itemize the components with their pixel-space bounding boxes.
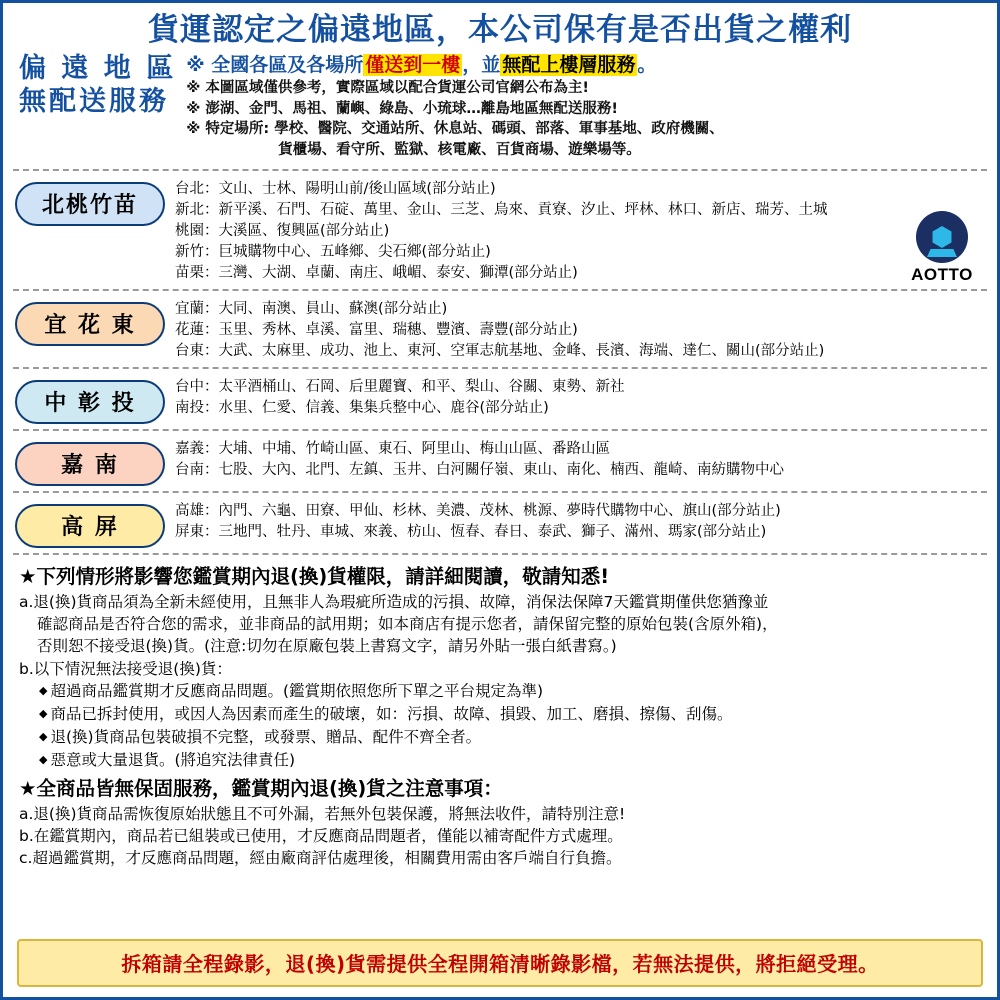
delivery-note-mid: ，並 [462, 53, 501, 76]
region-pill-east: 宜 花 東 [15, 302, 165, 346]
region-line: 台中：太平酒桶山、石岡、后里麗寶、和平、梨山、谷關、東勢、新社 [175, 378, 625, 395]
brand-logo [905, 211, 979, 285]
divider [13, 289, 987, 291]
terms-b-line: b.以下情況無法接受退(換)貨： [19, 659, 232, 678]
region-row [13, 435, 987, 487]
footer-warning-banner: 拆箱請全程錄影，退(換)貨需提供全程開箱清晰錄影檔，若無法提供，將拒絕受理。 [17, 939, 983, 987]
region-pill-south: 高 屏 [15, 504, 165, 548]
region-row [13, 295, 987, 363]
terms-heading-2: ★全商品皆無保固服務，鑑賞期內退(換)貨之注意事項： [19, 776, 503, 800]
region-body [175, 296, 985, 362]
divider [13, 491, 987, 493]
region-pill-central: 中 彰 投 [15, 380, 165, 424]
header-notes [186, 51, 983, 161]
terms-heading-1: ★下列情形將影響您鑑賞期內退(換)貨權限，請詳細閱讀，敬請知悉! [19, 564, 610, 588]
region-pill-chiayi-tainan: 嘉 南 [15, 442, 165, 486]
region-line: 新竹：巨城購物中心、五峰鄉、尖石鄉(部分站止) [175, 243, 491, 260]
divider [13, 367, 987, 369]
logo-mark-icon [916, 211, 968, 263]
remote-area-label-line2: 無配送服務 [19, 85, 169, 117]
region-line: 高雄：內門、六龜、田寮、甲仙、杉林、美濃、茂林、桃源、夢時代購物中心、旗山(部分站止) [175, 502, 781, 519]
region-line: 台北：文山、士林、陽明山前/後山區域(部分站止) [175, 180, 496, 197]
header-note-2: ※ 澎湖、金門、馬祖、蘭嶼、綠島、小琉球…離島地區無配送服務! [186, 100, 618, 117]
delivery-note-highlight-2: 無配上樓層服務 [502, 53, 636, 76]
divider [13, 169, 987, 171]
region-line: 台南：七股、大內、北門、左鎮、玉井、白河關仔嶺、東山、南化、楠西、龍崎、南紡購物中心 [175, 461, 784, 478]
header-note-3: ※ 特定場所: 學校、醫院、交通站所、休息站、碼頭、部落、軍事基地、政府機關、 [186, 121, 724, 138]
region-row [13, 373, 987, 425]
region-line: 南投：水里、仁愛、信義、集集兵整中心、鹿谷(部分站止) [175, 399, 549, 416]
header-note-1: ※ 本圖區域僅供參考，實際區域以配合貨運公司官網公布為主! [186, 80, 589, 97]
region-pill-north: 北桃竹苗 [15, 182, 165, 226]
terms-bullet: ◆ 惡意或大量退貨。(將追究法律責任) [19, 749, 983, 772]
region-line: 屏東：三地門、牡丹、車城、來義、枋山、恆春、春日、泰武、獅子、滿州、瑪家(部分站止) [175, 523, 767, 540]
remote-area-label-line1: 偏 遠 地 區 [19, 52, 177, 84]
region-line: 嘉義：大埔、中埔、竹崎山區、東石、阿里山、梅山山區、番路山區 [175, 440, 610, 457]
region-line: 花蓮：玉里、秀林、卓溪、富里、瑞穗、豐濱、壽豐(部分站止) [175, 321, 578, 338]
delivery-note-highlight-1: 僅送到一樓 [365, 53, 461, 76]
region-line: 台東：大武、太麻里、成功、池上、東河、空軍志航基地、金峰、長濱、海端、達仁、關山(部分站止) [175, 342, 825, 359]
terms-c-line: c.超過鑑賞期，才反應商品問題，經由廠商評估處理後，相關費用需由客戶端自行負擔。 [19, 849, 622, 868]
terms-a-line-3: 否則恕不接受退(換)貨。(注意:切勿在原廠包裝上書寫文字，請另外貼一張白紙書寫。) [37, 637, 617, 656]
terms-a-line-2: 確認商品是否符合您的需求，並非商品的試用期；如本商店有提示您者，請保留完整的原始包裝(含原外箱)， [37, 615, 778, 634]
region-row [13, 497, 987, 549]
remote-area-label [19, 51, 176, 119]
region-line: 苗栗：三灣、大湖、卓蘭、南庄、峨嵋、泰安、獅潭(部分站止) [175, 264, 578, 281]
terms-bullet: ◆ 商品已拆封使用，或因人為因素而產生的破壞，如：污損、故障、損毀、加工、磨損、擦傷、刮傷。 [19, 703, 983, 726]
region-line: 新北：新平溪、石門、石碇、萬里、金山、三芝、烏來、貢寮、汐止、坪林、林口、新店、瑞芳、土城 [175, 201, 828, 218]
region-body [175, 176, 985, 284]
region-body [175, 374, 985, 419]
region-line: 桃園：大溪區、復興區(部分站止) [175, 222, 390, 239]
divider [13, 553, 987, 555]
logo-text: AOTTO [911, 265, 973, 284]
header-block [13, 51, 987, 165]
terms-c-line: b.在鑑賞期內，商品若已組裝或已使用，才反應商品問題者，僅能以補寄配件方式處理。 [19, 827, 623, 846]
terms-bullet: ◆ 退(換)貨商品包裝破損不完整，或發票、贈品、配件不齊全者。 [19, 726, 983, 749]
divider [13, 429, 987, 431]
header-note-3b: 貨櫃場、看守所、監獄、核電廠、百貨商場、遊樂場等。 [278, 142, 641, 159]
page-title: 貨運認定之偏遠地區，本公司保有是否出貨之權利 [148, 12, 852, 48]
region-line: 宜蘭：大同、南澳、員山、蘇澳(部分站止) [175, 300, 448, 317]
delivery-note-end: 。 [637, 53, 657, 76]
terms-a-line-1: a.退(換)貨商品須為全新未經使用，且無非人為瑕疵所造成的污損、故障，消保法保障7天鑑賞期僅供您猶豫並 [19, 593, 769, 612]
delivery-note-main [186, 53, 983, 78]
region-body [175, 498, 985, 543]
terms-bullet: ◆ 超過商品鑑賞期才反應商品問題。(鑑賞期依照您所下單之平台規定為準) [19, 680, 983, 703]
terms-section [13, 559, 987, 870]
region-row [13, 175, 987, 285]
terms-c-line: a.退(換)貨商品需恢復原始狀態且不可外漏，若無外包裝保護，將無法收件，請特別注意! [19, 805, 626, 824]
delivery-note-pre: ※ 全國各區及各場所 [186, 53, 364, 76]
region-body [175, 436, 985, 481]
